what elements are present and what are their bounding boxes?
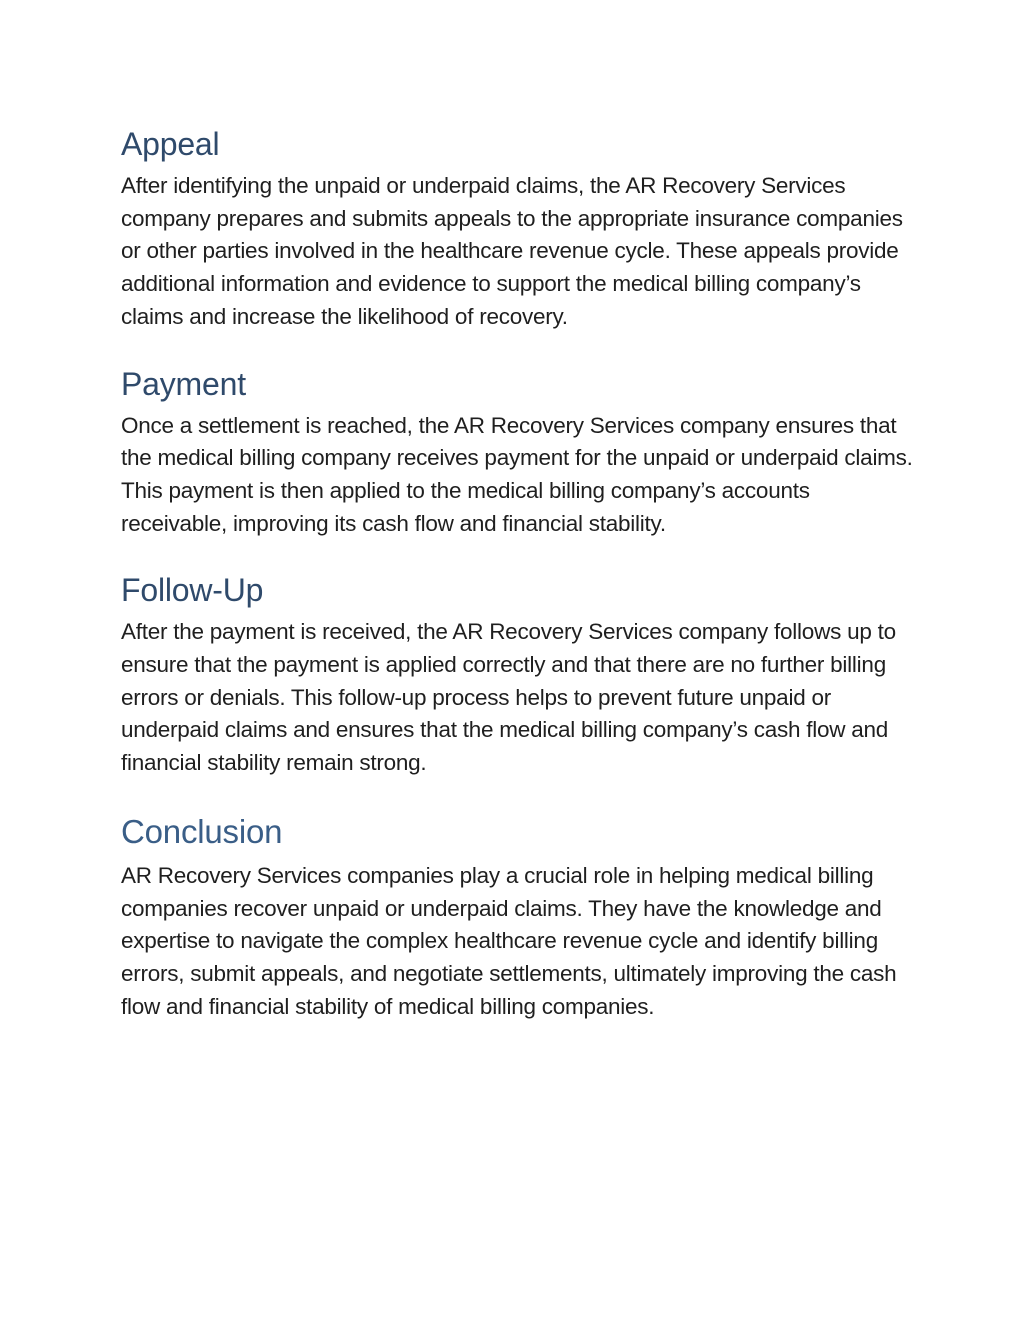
paragraph-conclusion: AR Recovery Services companies play a crucial role in helping medical billing companies recover unpaid or underpaid claims. They have the knowledge and expertise to navigate the complex healthcare revenue cycle and identify billing errors, submit appeals, and negotiate settlements, ultimately improving the cash flow and financial stability of medical billing companies. <box>121 862 897 1019</box>
section-appeal <box>121 118 921 334</box>
heading-conclusion: Conclusion <box>121 812 283 850</box>
section-payment <box>121 358 921 541</box>
heading-follow-up: Follow-Up <box>121 572 264 609</box>
paragraph-appeal: After identifying the unpaid or underpaid claims, the AR Recovery Services company prepares and submits appeals to the appropriate insurance companies or other parties involved in the healthcare revenue cycle. These appeals provide additional information and evidence to support the medical billing company’s claims and increase the likelihood of recovery. <box>121 173 903 329</box>
paragraph-follow-up: After the payment is received, the AR Recovery Services company follows up to ensure that the payment is applied correctly and that there are no further billing errors or denials. This follow-up process helps to prevent future unpaid or underpaid claims and ensures that the medical billing company’s cash flow and financial stability remain strong. <box>121 619 896 776</box>
section-follow-up <box>121 564 921 780</box>
heading-payment: Payment <box>121 365 246 402</box>
section-conclusion <box>121 804 921 1024</box>
document-page <box>121 118 921 1023</box>
heading-appeal: Appeal <box>121 126 220 162</box>
paragraph-payment: Once a settlement is reached, the AR Recovery Services company ensures that the medical billing company receives payment for the unpaid or underpaid claims. This payment is then applied to the medical billing company’s accounts receivable, improving its cash flow and financial stability. <box>121 412 913 536</box>
